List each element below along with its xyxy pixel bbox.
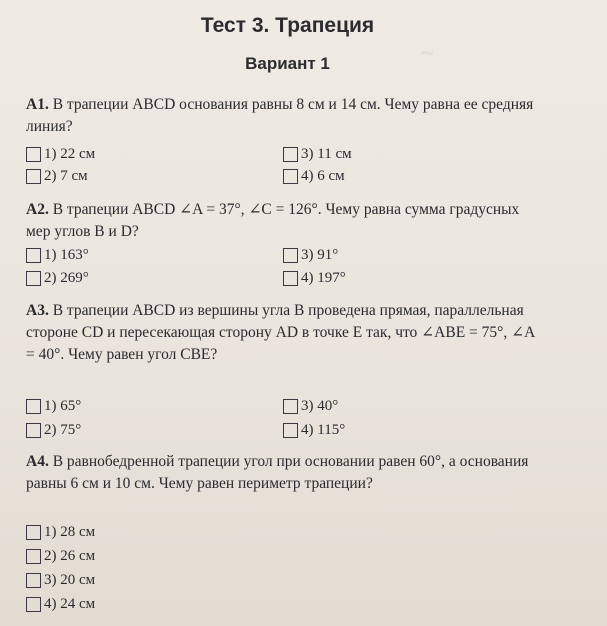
checkbox[interactable]: [26, 597, 41, 612]
option-label: 1) 65°: [44, 398, 82, 414]
option-label: 3) 11 см: [301, 146, 352, 162]
checkbox[interactable]: [283, 271, 298, 286]
question-number: A3.: [26, 302, 49, 319]
question-text: В трапеции ABCD из вершины угла B проведена прямая, параллельная стороне CD и пересекающая сторону AD в точке E так, что ∠ABE = 75°, ∠A = 40°. Чему равен угол CBE?: [26, 302, 535, 363]
question-number: A1.: [26, 96, 49, 113]
option-a1-1[interactable]: [26, 144, 95, 164]
option-a3-3[interactable]: [283, 396, 338, 416]
question-number: A4.: [26, 453, 49, 470]
option-label: 3) 20 см: [44, 572, 96, 588]
option-label: 4) 197°: [301, 270, 346, 286]
option-a3-4[interactable]: [283, 420, 345, 440]
question-text: В равнобедренной трапеции угол при основании равен 60°, а основания равны 6 см и 10 см. Чему равен периметр трапеции?: [26, 453, 529, 492]
checkbox[interactable]: [283, 399, 298, 414]
checkbox[interactable]: [26, 169, 41, 184]
option-label: 4) 24 см: [44, 596, 96, 612]
checkbox[interactable]: [26, 573, 41, 588]
option-a2-3[interactable]: [283, 245, 338, 265]
question-a3: [26, 300, 546, 366]
checkbox[interactable]: [283, 423, 298, 438]
page-title: Тест 3. Трапеция: [200, 14, 375, 37]
variant-heading: Вариант 1: [245, 54, 330, 73]
checkbox[interactable]: [283, 147, 298, 162]
option-a3-2[interactable]: [26, 420, 81, 440]
option-a2-2[interactable]: [26, 268, 89, 288]
question-a2: [26, 199, 546, 243]
checkbox[interactable]: [26, 271, 41, 286]
option-label: 2) 26 см: [44, 548, 96, 564]
option-a2-1[interactable]: [26, 245, 89, 265]
question-text: В трапеции ABCD ∠A = 37°, ∠C = 126°. Чему равна сумма градусных мер углов B и D?: [26, 201, 520, 240]
checkbox[interactable]: [283, 248, 298, 263]
option-label: 2) 269°: [44, 270, 89, 286]
option-label: 1) 28 см: [44, 524, 96, 540]
option-label: 1) 163°: [44, 247, 89, 263]
option-label: 2) 7 см: [44, 168, 88, 184]
option-label: 4) 115°: [301, 422, 346, 438]
checkbox[interactable]: [26, 549, 41, 564]
option-a2-4[interactable]: [283, 268, 346, 288]
question-a4: [26, 451, 546, 495]
checkbox[interactable]: [26, 423, 41, 438]
option-a3-1[interactable]: [26, 396, 81, 416]
question-a1: [26, 94, 546, 138]
question-number: A2.: [26, 201, 49, 218]
bleed-through-text: ~: [420, 40, 435, 67]
option-a4-1[interactable]: [26, 522, 95, 542]
option-a4-3[interactable]: [26, 570, 95, 590]
option-label: 1) 22 см: [44, 146, 96, 162]
option-label: 3) 91°: [301, 247, 339, 263]
checkbox[interactable]: [26, 525, 41, 540]
option-label: 4) 6 см: [301, 168, 345, 184]
option-a1-2[interactable]: [26, 166, 88, 186]
option-a4-4[interactable]: [26, 594, 95, 614]
option-label: 3) 40°: [301, 398, 339, 414]
checkbox[interactable]: [26, 248, 41, 263]
option-a1-4[interactable]: [283, 166, 345, 186]
question-text: В трапеции ABCD основания равны 8 см и 14 см. Чему равна ее средняя линия?: [26, 96, 534, 135]
option-a1-3[interactable]: [283, 144, 352, 164]
checkbox[interactable]: [26, 399, 41, 414]
option-a4-2[interactable]: [26, 546, 95, 566]
option-label: 2) 75°: [44, 422, 82, 438]
checkbox[interactable]: [26, 147, 41, 162]
checkbox[interactable]: [283, 169, 298, 184]
